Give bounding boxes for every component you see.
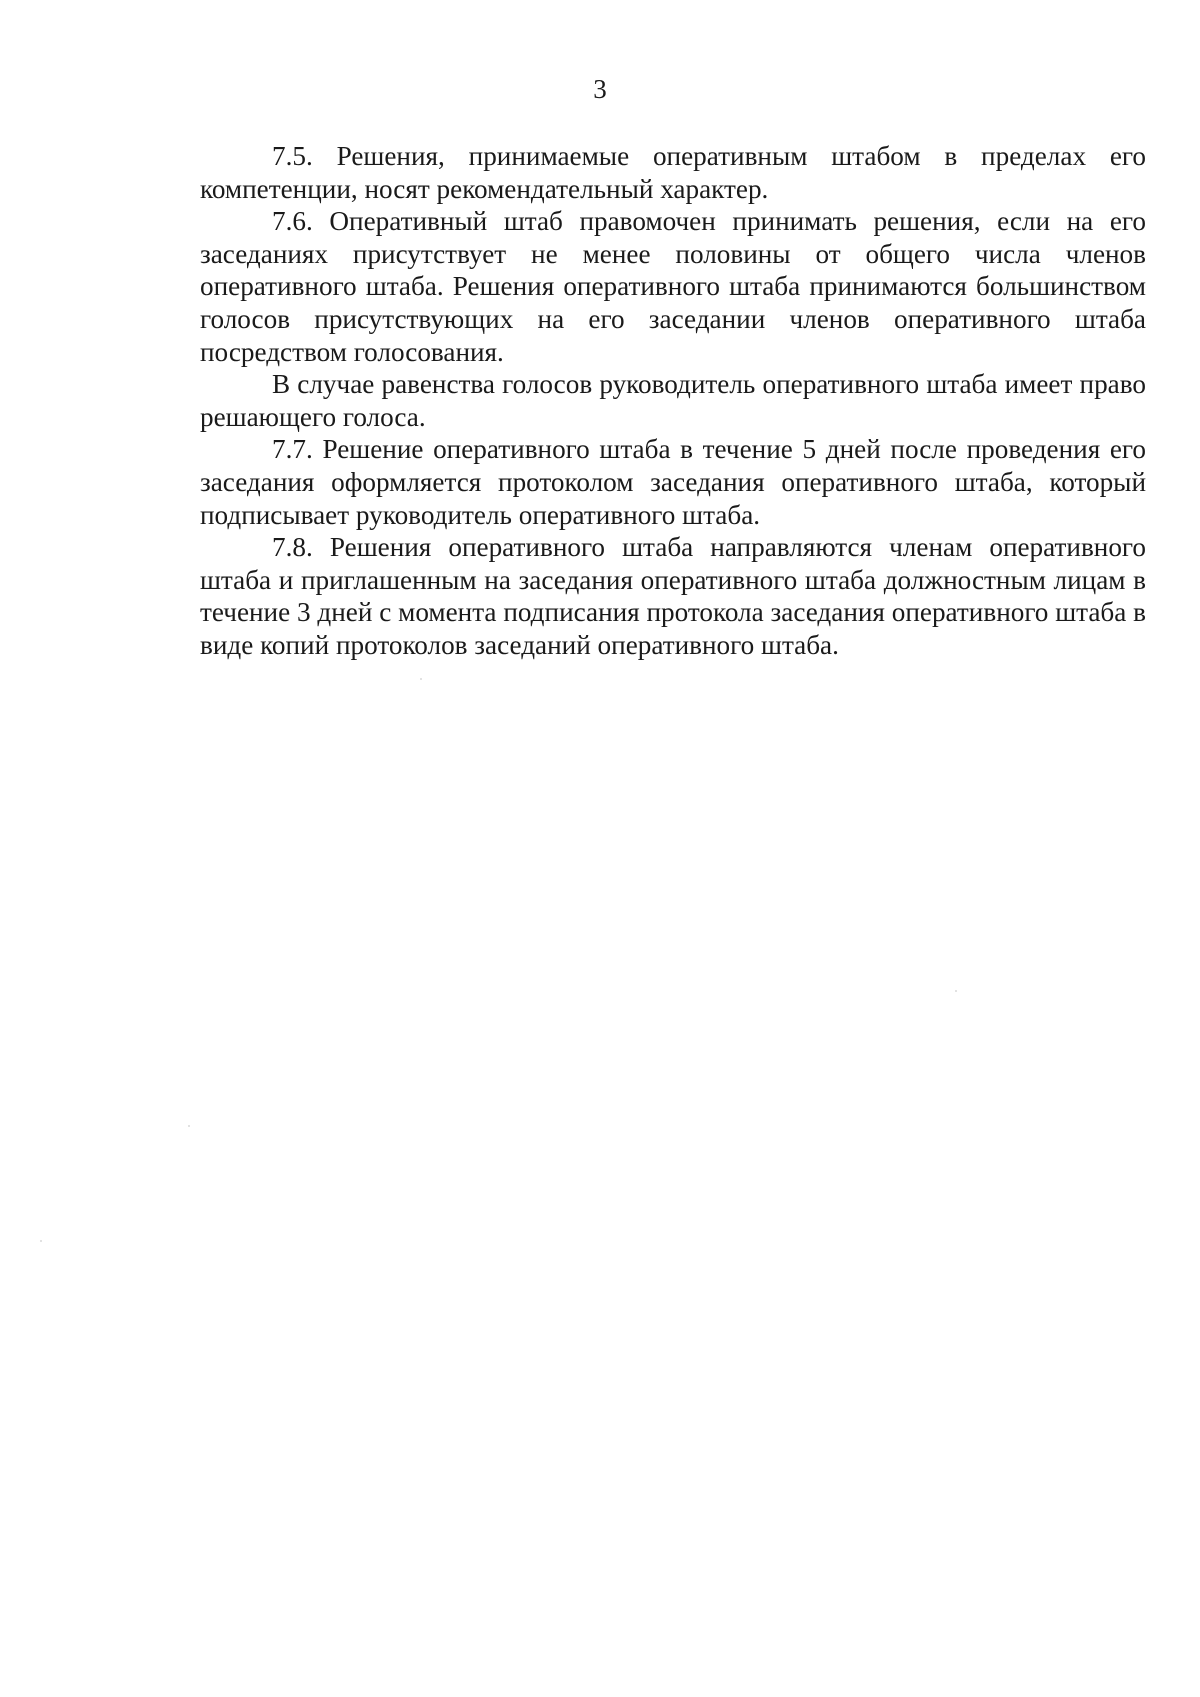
scan-speck bbox=[420, 678, 422, 680]
paragraph-tie-vote: В случае равенства голосов руководитель оперативного штаба имеет право решающего голоса. bbox=[200, 369, 1146, 432]
paragraph-7-5: 7.5. Решения, принимаемые оперативным штабом в пределах его компетенции, носят рекомендательный характер. bbox=[200, 141, 1146, 204]
document-body bbox=[200, 140, 1146, 662]
scan-speck bbox=[188, 1125, 190, 1127]
paragraph-7-7: 7.7. Решение оперативного штаба в течение 5 дней после проведения его заседания оформляется протоколом заседания оперативного штаба, который подписывает руководитель оперативного штаба. bbox=[200, 434, 1146, 530]
paragraph-7-8: 7.8. Решения оперативного штаба направляются членам оперативного штаба и приглашенным на заседания оперативного штаба должностным лицам в течение 3 дней с момента подписания протокола заседания оперативного штаба в виде копий протоколов заседаний оперативного штаба. bbox=[200, 532, 1146, 660]
paragraph-7-6: 7.6. Оперативный штаб правомочен принимать решения, если на его заседаниях присутствует не менее половины от общего числа членов оперативного штаба. Решения оперативного штаба принимаются большинством голосов присутствующих на его заседании членов оперативного штаба посредством голосования. bbox=[200, 206, 1146, 367]
scan-speck bbox=[955, 990, 957, 992]
page-number: 3 bbox=[593, 74, 607, 104]
scan-speck bbox=[40, 1240, 42, 1242]
